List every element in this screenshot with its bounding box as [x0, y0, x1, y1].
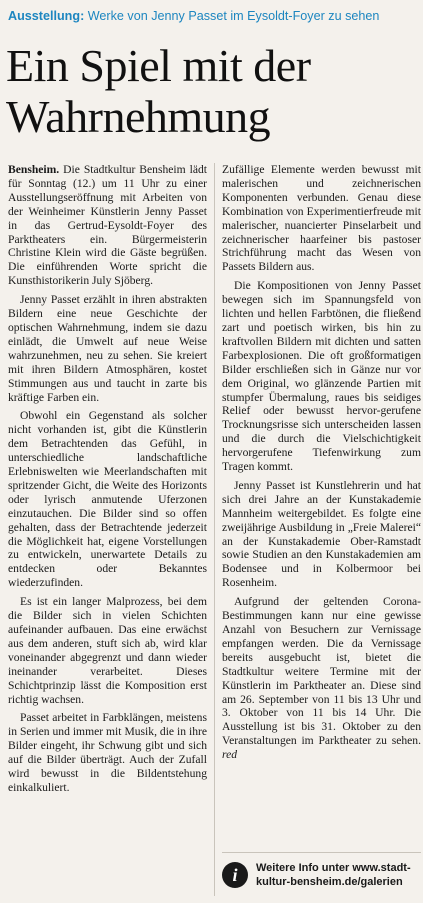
- info-link[interactable]: kultur-bensheim.de/galerien: [256, 876, 403, 888]
- headline-line-1: Ein Spiel mit der: [6, 40, 311, 91]
- info-line-1: Weitere Info unter www.stadt-: [256, 862, 411, 874]
- paragraph-text: Die Stadtkultur Bensheim lädt für Sonntag (12.) um 11 Uhr zu einer Ausstellungseröffnung mit Arbeiten von der Weinheimer Künstlerin Jenny Passet in das Gertrud-Eysoldt-Foyer des Parktheaters ein. Bürgermeisterin Christine Klein wird die Gäste begrüßen. Die einführenden Worte spricht die Kunsthistorikerin July Sjöberg.: [8, 163, 207, 288]
- paragraph: Passet arbeitet in Farbklängen, meistens in Serien und immer mit Musik, die in ihre Bilder eingeht, ihr Schwung gibt und sich auf die Bilder überträgt. Auch der Zufall wird bewusst in die Bildentstehung einkalkuliert.: [8, 711, 207, 794]
- paragraph: [222, 595, 421, 762]
- info-icon: i: [222, 862, 248, 888]
- article-column-left: [8, 163, 207, 795]
- column-divider: [214, 163, 215, 896]
- article-column-right: [222, 163, 421, 762]
- kicker-label: Ausstellung:: [8, 9, 85, 23]
- paragraph: Es ist ein langer Malprozess, bei dem die Bilder sich in vielen Schichten aufeinander aufbauen. Das eine erwächst aus dem anderen, stuft sich ab, wird klar voneinander abgegrenzt und dann wieder ineinander verarbeitet. Dieses Schichtprinzip lässt die Komposition erst richtig wachsen.: [8, 595, 207, 706]
- dateline: Bensheim.: [8, 163, 60, 176]
- author-signature: red: [222, 748, 238, 762]
- info-text: [256, 861, 411, 889]
- paragraph: Jenny Passet ist Kunstlehrerin und hat sich drei Jahre an der Kunstakademie Mannheim weitergebildet. Es folgte eine zweijährige Ausbildung in „Freie Malerei“ an der Kunstakademie Ober-Ramstadt sowie Studien an den Kunstakademien am Bodensee und in Kolbermoor bei Rosenheim.: [222, 478, 421, 590]
- kicker-text: Werke von Jenny Passet im Eysoldt-Foyer zu sehen: [87, 9, 380, 23]
- paragraph: Zufällige Elemente werden bewusst mit malerischen und zeichnerischen Komponenten verbunden. Genau diese Kombination von Experimentierfreude mit malerischer, nuancierter Pinselarbeit und zeichnerischer haarfeiner bis pastoser Strichführung macht das Wesen von Passets Bildern aus.: [222, 163, 421, 274]
- article-headline: [6, 40, 418, 142]
- paragraph: [8, 163, 207, 288]
- headline-line-2: Wahrnehmung: [6, 91, 271, 142]
- paragraph: Obwohl ein Gegenstand als solcher nicht vorhanden ist, gibt die Künstlerin dem Betrachtenden das Gefühl, in unterschiedliche landschaftliche Erlebniswelten wie Meerlandschaften mit spritzender Gicht, die Weite des Horizonts oder lyrisch anmutende Uferzonen einzutauchen. Die Bilder sind so offen gehalten, dass der Betrachtende jederzeit die Möglichkeit hat, eigene Vorstellungen zu entwickeln, unerwartete Details zu entdecken oder Bekanntes wiederzufinden.: [8, 409, 207, 590]
- paragraph: Die Kompositionen von Jenny Passet bewegen sich im Spannungsfeld von lichten und hellen Farbtönen, die fließend zart und poetisch wirken, bis hin zu kraftvollen Bildern mit dichten und satten Farbexplosionen. Die oft großformatigen Bilder erschließen sich in Gänze nur vor dem Original, wo glänzende Partien mit stumpfer Übermalung, raues bis seidiges Relief oder bewusst hervor-gerufene Trocknungsrisse sich unterscheiden lassen und die durch die Vielschichtigkeit hervorgerufene Tiefenwirkung zum Tragen kommt.: [222, 279, 421, 474]
- paragraph: Jenny Passet erzählt in ihren abstrakten Bildern eine neue Geschichte der optischen Wahrnehmung, indem sie dazu einlädt, die Umwelt auf neue Weise wahrzunehmen, neu zu sehen. Sie kreiert mit ihren Bildern Atmosphären, kostet Stimmungen aus und taucht in zarte bis kräftige Farben ein.: [8, 293, 207, 404]
- article-kicker: [8, 8, 418, 24]
- paragraph-text: Aufgrund der geltenden Corona-Bestimmungen kann nur eine gewisse Anzahl von Besuchern zur Vernissage empfangen werden. Die da Vernissage bereits ausgebucht ist, bietet die Stadtkultur weitere Termine mit der Künstlerin im Parktheater an. Diese sind am 26. September von 11 bis 13 Uhr und 3. Oktober von 11 bis 14 Uhr. Die Ausstellung ist bis 31. Oktober zu den Veranstaltungen im Parktheater zu sehen.: [222, 595, 421, 748]
- info-box: [222, 852, 421, 897]
